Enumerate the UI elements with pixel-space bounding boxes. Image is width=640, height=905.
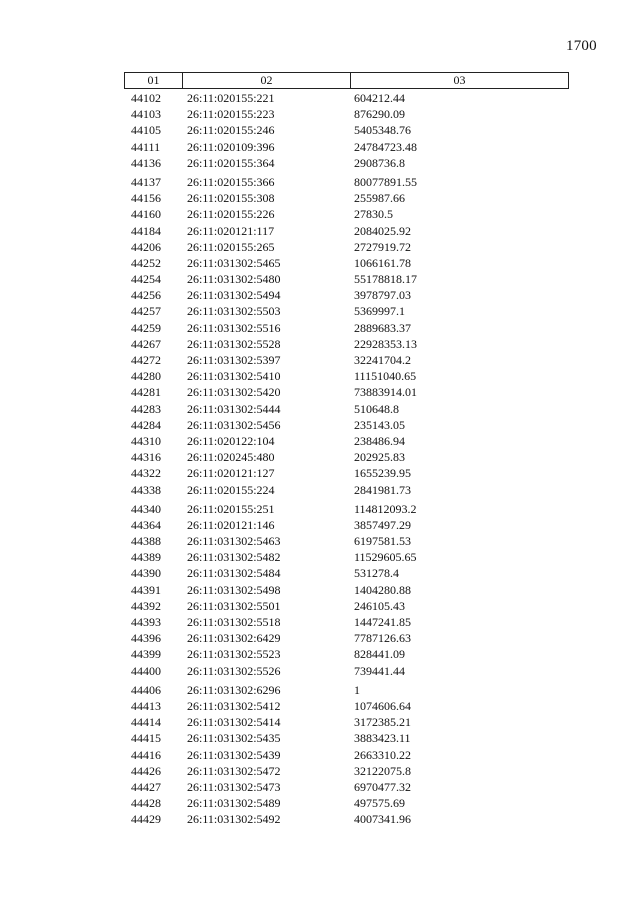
row-code-cell: 44392 (131, 598, 161, 613)
table-row (124, 465, 569, 481)
cadastral-number-cell: 26:11:031302:5518 (187, 615, 281, 629)
value-cell: 1447241.85 (354, 615, 411, 629)
table-row (124, 255, 569, 271)
value-cell: 1074606.64 (354, 698, 411, 713)
value-cell: 2908736.8 (354, 155, 405, 170)
table-row (124, 698, 569, 714)
cadastral-number-cell: 26:11:031302:5492 (187, 812, 281, 827)
value-cell: 6197581.53 (354, 534, 411, 549)
value-cell: 55178818.17 (354, 272, 417, 287)
table-row (124, 533, 569, 549)
row-code-cell: 44426 (131, 763, 161, 778)
cadastral-number-cell: 26:11:031302:5484 (187, 566, 281, 581)
value-cell: 1655239.95 (354, 466, 411, 481)
table-row (124, 352, 569, 368)
cadastral-number-cell: 26:11:031302:5482 (187, 550, 281, 565)
row-code-cell: 44257 (131, 304, 161, 319)
row-code-cell: 44391 (131, 582, 161, 597)
row-code-cell: 44103 (131, 107, 161, 122)
row-code-cell: 44364 (131, 517, 161, 532)
table-row (124, 630, 569, 646)
value-cell: 3978797.03 (354, 288, 411, 303)
table-row (124, 106, 569, 122)
value-cell: 3172385.21 (354, 715, 411, 730)
row-code-cell: 44283 (131, 401, 161, 416)
cadastral-number-cell: 26:11:020155:221 (187, 91, 275, 105)
value-cell: 510648.8 (354, 401, 399, 416)
row-code-cell: 44390 (131, 566, 161, 581)
row-code-cell: 44105 (131, 123, 161, 138)
value-cell: 32122075.8 (354, 763, 411, 778)
cadastral-number-cell: 26:11:031302:5410 (187, 369, 281, 384)
cadastral-number-cell: 26:11:031302:5456 (187, 417, 281, 432)
row-code-cell: 44267 (131, 336, 161, 351)
table-row (124, 763, 569, 779)
table-body (124, 90, 569, 827)
table-row (124, 139, 569, 155)
value-cell: 1404280.88 (354, 582, 411, 597)
table-row (124, 206, 569, 222)
table-row (124, 779, 569, 795)
row-code-cell: 44416 (131, 747, 161, 762)
table-row (124, 433, 569, 449)
cadastral-number-cell: 26:11:031302:5503 (187, 304, 281, 319)
cadastral-number-cell: 26:11:031302:5412 (187, 698, 281, 713)
row-code-cell: 44400 (131, 663, 161, 678)
table-row (124, 303, 569, 319)
data-table (124, 72, 569, 827)
table-row (124, 582, 569, 598)
row-code-cell: 44414 (131, 715, 161, 730)
cadastral-number-cell: 26:11:020155:223 (187, 107, 275, 122)
table-header (124, 72, 569, 89)
row-code-cell: 44389 (131, 550, 161, 565)
cadastral-number-cell: 26:11:031302:5397 (187, 353, 281, 367)
table-row (124, 663, 569, 679)
table-row (124, 401, 569, 417)
cadastral-number-cell: 26:11:031302:5523 (187, 647, 281, 662)
row-code-cell: 44137 (131, 174, 161, 189)
value-cell: 24784723.48 (354, 139, 417, 154)
value-cell: 80077891.55 (354, 174, 417, 189)
cadastral-number-cell: 26:11:020121:146 (187, 517, 275, 532)
value-cell: 11151040.65 (354, 369, 417, 384)
cadastral-number-cell: 26:11:031302:5526 (187, 663, 281, 678)
value-cell: 114812093.2 (354, 501, 417, 516)
cadastral-number-cell: 26:11:031302:5465 (187, 255, 281, 270)
table-row (124, 271, 569, 287)
row-code-cell: 44316 (131, 450, 161, 465)
table-row (124, 90, 569, 106)
table-row (124, 517, 569, 533)
row-code-cell: 44413 (131, 698, 161, 713)
value-cell: 235143.05 (354, 417, 405, 432)
column-header-02: 02 (183, 73, 351, 88)
row-code-cell: 44111 (131, 139, 161, 154)
table-row (124, 287, 569, 303)
table-row (124, 122, 569, 138)
cadastral-number-cell: 26:11:020121:117 (187, 223, 275, 238)
row-code-cell: 44388 (131, 534, 161, 549)
cadastral-number-cell: 26:11:020122:104 (187, 433, 275, 448)
row-code-cell: 44281 (131, 385, 161, 400)
row-code-cell: 44136 (131, 155, 161, 170)
table-row (124, 811, 569, 827)
value-cell: 238486.94 (354, 433, 405, 448)
row-code-cell: 44160 (131, 207, 161, 222)
row-code-cell: 44429 (131, 812, 161, 827)
table-row (124, 174, 569, 190)
cadastral-number-cell: 26:11:020155:224 (187, 482, 275, 497)
cadastral-number-cell: 26:11:031302:5473 (187, 779, 281, 794)
table-row (124, 368, 569, 384)
table-row (124, 614, 569, 630)
table-row (124, 190, 569, 206)
row-code-cell: 44415 (131, 731, 161, 746)
cadastral-number-cell: 26:11:020155:226 (187, 207, 275, 222)
cadastral-number-cell: 26:11:031302:6296 (187, 682, 281, 697)
value-cell: 11529605.65 (354, 550, 417, 565)
value-cell: 2084025.92 (354, 223, 411, 238)
value-cell: 3883423.11 (354, 731, 411, 746)
row-code-cell: 44393 (131, 615, 161, 629)
cadastral-number-cell: 26:11:031302:5472 (187, 763, 281, 778)
value-cell: 876290.09 (354, 107, 405, 122)
cadastral-number-cell: 26:11:020155:251 (187, 501, 275, 516)
cadastral-number-cell: 26:11:020121:127 (187, 466, 275, 481)
cadastral-number-cell: 26:11:020155:265 (187, 239, 275, 254)
row-code-cell: 44102 (131, 91, 161, 105)
value-cell: 2889683.37 (354, 320, 411, 335)
cadastral-number-cell: 26:11:031302:5480 (187, 272, 281, 287)
table-row (124, 155, 569, 171)
row-code-cell: 44399 (131, 647, 161, 662)
value-cell: 604212.44 (354, 91, 405, 105)
cadastral-number-cell: 26:11:031302:5489 (187, 796, 281, 811)
cadastral-number-cell: 26:11:031302:5439 (187, 747, 281, 762)
table-row (124, 646, 569, 662)
row-code-cell: 44427 (131, 779, 161, 794)
row-code-cell: 44206 (131, 239, 161, 254)
row-code-cell: 44340 (131, 501, 161, 516)
table-row (124, 239, 569, 255)
table-row (124, 565, 569, 581)
table-row (124, 598, 569, 614)
value-cell: 497575.69 (354, 796, 405, 811)
value-cell: 828441.09 (354, 647, 405, 662)
page-number: 1700 (566, 38, 597, 54)
row-code-cell: 44256 (131, 288, 161, 303)
table-row (124, 747, 569, 763)
cadastral-number-cell: 26:11:020155:246 (187, 123, 275, 138)
column-header-01: 01 (125, 73, 183, 88)
value-cell: 2727919.72 (354, 239, 411, 254)
table-row (124, 682, 569, 698)
value-cell: 202925.83 (354, 450, 405, 465)
table-row (124, 714, 569, 730)
table-row (124, 320, 569, 336)
table-row (124, 449, 569, 465)
value-cell: 2663310.22 (354, 747, 411, 762)
row-code-cell: 44272 (131, 353, 161, 367)
cadastral-number-cell: 26:11:031302:5501 (187, 598, 281, 613)
table-row (124, 336, 569, 352)
table-row (124, 730, 569, 746)
cadastral-number-cell: 26:11:031302:5494 (187, 288, 281, 303)
table-row (124, 223, 569, 239)
row-code-cell: 44310 (131, 433, 161, 448)
value-cell: 6970477.32 (354, 779, 411, 794)
row-code-cell: 44322 (131, 466, 161, 481)
cadastral-number-cell: 26:11:031302:5463 (187, 534, 281, 549)
cadastral-number-cell: 26:11:031302:5444 (187, 401, 281, 416)
value-cell: 22928353.13 (354, 336, 417, 351)
cadastral-number-cell: 26:11:020155:308 (187, 191, 275, 206)
table-row (124, 417, 569, 433)
value-cell: 5369997.1 (354, 304, 405, 319)
cadastral-number-cell: 26:11:031302:5528 (187, 336, 281, 351)
table-row (124, 384, 569, 400)
cadastral-number-cell: 26:11:031302:5420 (187, 385, 281, 400)
value-cell: 246105.43 (354, 598, 405, 613)
value-cell: 1 (354, 682, 360, 697)
cadastral-number-cell: 26:11:020245:480 (187, 450, 275, 465)
row-code-cell: 44428 (131, 796, 161, 811)
value-cell: 1066161.78 (354, 255, 411, 270)
row-code-cell: 44156 (131, 191, 161, 206)
row-code-cell: 44396 (131, 631, 161, 646)
value-cell: 531278.4 (354, 566, 399, 581)
cadastral-number-cell: 26:11:031302:5516 (187, 320, 281, 335)
value-cell: 3857497.29 (354, 517, 411, 532)
row-code-cell: 44259 (131, 320, 161, 335)
value-cell: 27830.5 (354, 207, 393, 222)
cadastral-number-cell: 26:11:031302:5435 (187, 731, 281, 746)
row-code-cell: 44254 (131, 272, 161, 287)
value-cell: 7787126.63 (354, 631, 411, 646)
value-cell: 32241704.2 (354, 353, 411, 367)
row-code-cell: 44284 (131, 417, 161, 432)
table-row (124, 482, 569, 498)
table-row (124, 501, 569, 517)
table-row (124, 549, 569, 565)
column-header-03: 03 (453, 73, 466, 87)
cadastral-number-cell: 26:11:020155:364 (187, 155, 275, 170)
row-code-cell: 44406 (131, 682, 161, 697)
cadastral-number-cell: 26:11:031302:6429 (187, 631, 281, 646)
value-cell: 255987.66 (354, 191, 405, 206)
value-cell: 73883914.01 (354, 385, 417, 400)
value-cell: 5405348.76 (354, 123, 411, 138)
cadastral-number-cell: 26:11:031302:5498 (187, 582, 281, 597)
row-code-cell: 44184 (131, 223, 161, 238)
row-code-cell: 44338 (131, 482, 161, 497)
row-code-cell: 44252 (131, 255, 161, 270)
row-code-cell: 44280 (131, 369, 161, 384)
table-row (124, 795, 569, 811)
value-cell: 2841981.73 (354, 482, 411, 497)
value-cell: 739441.44 (354, 663, 405, 678)
cadastral-number-cell: 26:11:020155:366 (187, 174, 275, 189)
cadastral-number-cell: 26:11:020109:396 (187, 139, 275, 154)
value-cell: 4007341.96 (354, 812, 411, 827)
cadastral-number-cell: 26:11:031302:5414 (187, 715, 281, 730)
